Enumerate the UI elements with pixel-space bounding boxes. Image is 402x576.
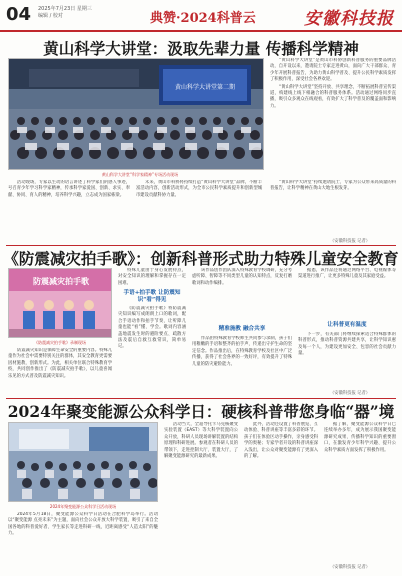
article2-column-2-top: 特殊儿童由于身心发展特点，对安全知识的理解和掌握存在一定困难。 <box>118 268 186 286</box>
article3-photo <box>8 422 158 502</box>
section-title: 典赞·2024科普云 <box>150 11 256 26</box>
article1-headline: 黄山科学大讲堂：汲取先辈力量 传播科学精神 <box>43 39 359 58</box>
article2-column-1 <box>8 348 112 396</box>
date-line: 2025年7月23日 星期三 <box>38 6 92 12</box>
article3-caption: 2024年聚变能源公众科学日活动现场 <box>49 504 117 509</box>
article2-col2-text: 《防震减灾拍手歌》将防震减灾知识编写成朗朗上口的歌词，配合手语动作和拍手节奏，让听障儿童也能“看”懂、学会。歌词内容涵盖地震发生时的避险要点、疏散方法及震后自救互救常识，简单易记。 <box>118 306 186 350</box>
article3-column-1 <box>8 512 158 572</box>
article2-column-4-top: 据悉，该作品还将通过网络平台、电视媒体等渠道进行推广，让更多特殊儿童及其家庭受益。 <box>298 268 396 280</box>
article3-headline: 2024年聚变能源公众科学日：硬核科普带您身临“器”境 <box>7 402 395 421</box>
article2-headline: 《防震减灾拍手歌》：创新科普形式助力特殊儿童安全教育 <box>3 249 399 268</box>
divider <box>6 398 396 399</box>
page-number: 04 <box>6 4 32 25</box>
paper-name: 安徽科技报 <box>304 9 394 29</box>
editor-line: 编辑 / 校对 <box>38 13 63 19</box>
lecture-hall-image <box>9 59 264 170</box>
article2-photo <box>8 268 112 338</box>
article3-col2-text: 活动当天，全超导托卡马克核聚变实验装置（EAST）等大科学装置向公众开放，科研人员现场讲解装置的结构原理和科研进展。参观者在科研人员的带领下，走进控制大厅、装置大厅，了解聚变能源研究的最新成果。 <box>164 422 238 460</box>
article3-col3-text: 此外，活动还设置了科普展览、互动体验、科普讲座等丰富多彩的环节。孩子们在体验区动手操作，亲身感受科学的奥秘；专家学者开设的科普讲座深入浅出，让公众对聚变能源有了更深入的了解。 <box>244 422 318 460</box>
article2-byline: （安徽科技报 记者） <box>330 391 371 396</box>
article3-col4-text: 据了解，聚变能源公众科学日已连续举办多年，成为展示我国聚变能源研究成果、传播科学知识的重要窗口，在激发青少年科学兴趣、提升公众科学素质方面发挥了积极作用。 <box>324 422 396 453</box>
science-day-image <box>9 423 158 502</box>
article1-photo <box>8 58 264 170</box>
article2-column-2 <box>118 306 186 396</box>
banner-text: 黄山科学大讲堂第二期 <box>174 84 236 91</box>
article1-column-3 <box>136 180 262 238</box>
article2-col3-text: 作品由特殊教育学校师生共同参与录制，孩子们用稚嫩的手语和整齐的拍手声，传递出守护生命的坚定信念。作品推出后，在特殊教育学校及社区中广泛传播，获得了社会各界的一致好评，有效提升了特殊儿童的防灾避险能力。 <box>192 336 292 367</box>
article2-caption: 《防震减灾拍手歌》录制现场 <box>34 340 86 345</box>
article3-col1-text: 2024年5月18日，聚变能源公众科学日活动在合肥科学岛举行。活动以“聚变能源 点亮未来”为主题，面向社会公众开放大科学装置，吸引了来自全国各地的科普爱好者、学生家长等走进科研一线，近距离感受“人造太阳”的魅力。 <box>8 512 158 537</box>
article1-col2-text: 活动现场，专家以生动的语言讲述了科学家们的感人事迹，号召青少年学习科学家精神，传承科学家爱国、创新、求实、奉献、协同、育人的精神，培养科学兴趣，立志成为国家栋梁。 <box>8 180 130 198</box>
article3-column-3 <box>244 422 318 572</box>
article1-column-1 <box>270 58 396 176</box>
article1-col4-text: 未来，黄山市科协将持续打造“黄山科学大讲堂”品牌，不断丰富活动内容，创新活动形式，为全市公民科学素质提升和创新型城市建设贡献科协力量。 <box>136 180 262 198</box>
article1-col1-text: “黄山科学大讲堂”是黄山市科协创新科普服务的重要品牌活动，自开设以来，邀请院士专家走进黄山，面向广大干部群众、青少年开展科普报告，为助力黄山科学普及、提升公民科学素质发挥了积极作用，深受社会各界欢迎。 <box>270 58 396 83</box>
article1-col3-text: “黄山科学大讲堂”坚持开放、共享理念，不断拓展科普宣传渠道，构建线上线下相融合的科普服务体系。活动通过网络同步直播，吸引众多观众在线观看，有效扩大了科学普及的覆盖面和影响力。 <box>270 84 396 109</box>
article2-column-4 <box>298 332 396 390</box>
children-performance-image <box>9 269 112 338</box>
article2-col4-text: 下一步，有关部门将继续探索适合特殊群体的科普形式，推动科普资源共建共享，让科学知识惠及每一个人，为建设更加安全、包容的社会贡献力量。 <box>298 332 396 357</box>
article2-subhead-1: 手语+拍手歌 让防震知识“看”得见 <box>123 290 181 303</box>
article1-byline: （安徽科技报 记者） <box>330 239 371 244</box>
article2-subhead-2: 精准施教 融合共享 <box>218 326 266 332</box>
article2-column-3 <box>192 336 292 396</box>
article2-subhead-3: 让科普更有温度 <box>327 322 367 328</box>
article3-column-2 <box>164 422 238 572</box>
article3-byline: （安徽科技报 记者） <box>330 565 371 570</box>
article2-col1-text: 防震减灾知识是保障生命安全的重要内容。特殊儿童作为社会中需要特别关注的群体，其安全教育更需要因材施教，创新形式。为此，相关单位联合特殊教育学校，共同创作推出了《防震减灾拍手歌》，以儿童喜闻乐见的方式普及防震减灾知识。 <box>8 348 112 379</box>
divider <box>6 245 396 246</box>
article1-caption: 黄山科学大讲堂“科学家精神”专场活动现场 <box>101 172 179 177</box>
article1-column-2 <box>8 180 130 238</box>
masthead-meta <box>38 6 92 20</box>
photo-title-text: 防震减灾拍手歌 <box>33 277 89 286</box>
article2-column-3-top: 该作品创作团队深入特殊教育学校调研，充分考虑听障、智障等不同类型儿童的认知特点，反复打磨歌词和动作编排。 <box>192 268 292 286</box>
article3-column-4 <box>324 422 396 562</box>
masthead <box>0 0 402 32</box>
article1-column-4: “黄山科学大讲堂”持续邀请院士、专家为公众带来高质量的科普报告，让科学精神在黄山大地生根发芽。 <box>270 180 396 192</box>
